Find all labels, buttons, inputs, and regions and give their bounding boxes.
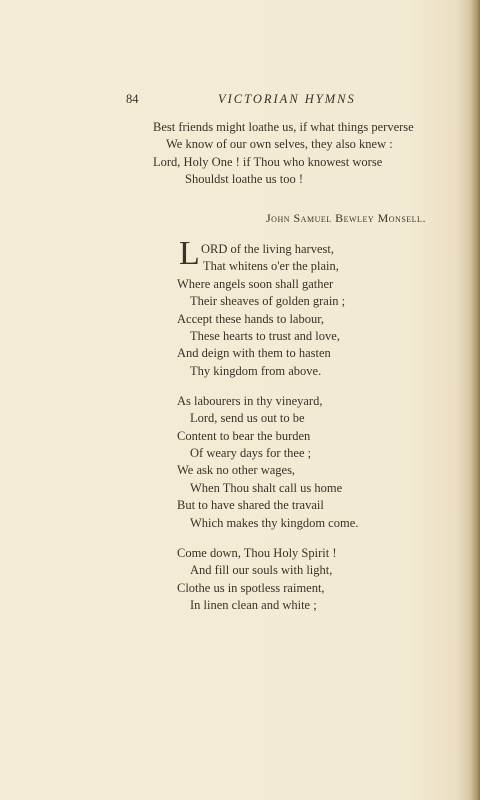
poem-line: Which makes thy kingdom come. — [190, 516, 359, 530]
poem-line: But to have shared the travail — [177, 498, 324, 512]
poem-line: In linen clean and white ; — [190, 598, 317, 612]
poem-line: Lord, send us out to be — [190, 411, 305, 425]
page-number: 84 — [126, 92, 139, 106]
poem-line: Their sheaves of golden grain ; — [190, 294, 346, 308]
poem-line: Where angels soon shall gather — [177, 277, 334, 291]
poem-line: And fill our souls with light, — [190, 563, 333, 577]
poem-line: Of weary days for thee ; — [190, 446, 312, 460]
poem-line: Come down, Thou Holy Spirit ! — [177, 546, 337, 560]
poem-line: Accept these hands to labour, — [177, 312, 325, 326]
poem-line: Content to bear the burden — [177, 429, 311, 443]
poem-line: As labourers in thy vineyard, — [177, 394, 323, 408]
poem-line: ORD of the living harvest, — [201, 242, 334, 256]
drop-cap: L — [179, 235, 200, 272]
page-edge — [470, 0, 480, 800]
poem-line: Lord, Holy One ! if Thou who knowest worse — [153, 155, 383, 169]
poem-line: Clothe us in spotless raiment, — [177, 581, 325, 595]
poem-line: We know of our own selves, they also knew : — [166, 137, 393, 151]
author-attribution: John Samuel Bewley Monsell. — [266, 211, 426, 225]
poem-line: These hearts to trust and love, — [190, 329, 340, 343]
poem-line: That whitens o'er the plain, — [203, 259, 339, 273]
poem-line: And deign with them to hasten — [177, 346, 331, 360]
poem-line: Best friends might loathe us, if what things perverse — [153, 120, 414, 134]
poem-line: When Thou shalt call us home — [190, 481, 343, 495]
page-header — [126, 92, 426, 110]
poem-line: Shouldst loathe us too ! — [185, 172, 304, 186]
running-title: VICTORIAN HYMNS — [218, 92, 356, 106]
poem-line: Thy kingdom from above. — [190, 364, 322, 378]
poem-line: We ask no other wages, — [177, 463, 296, 477]
